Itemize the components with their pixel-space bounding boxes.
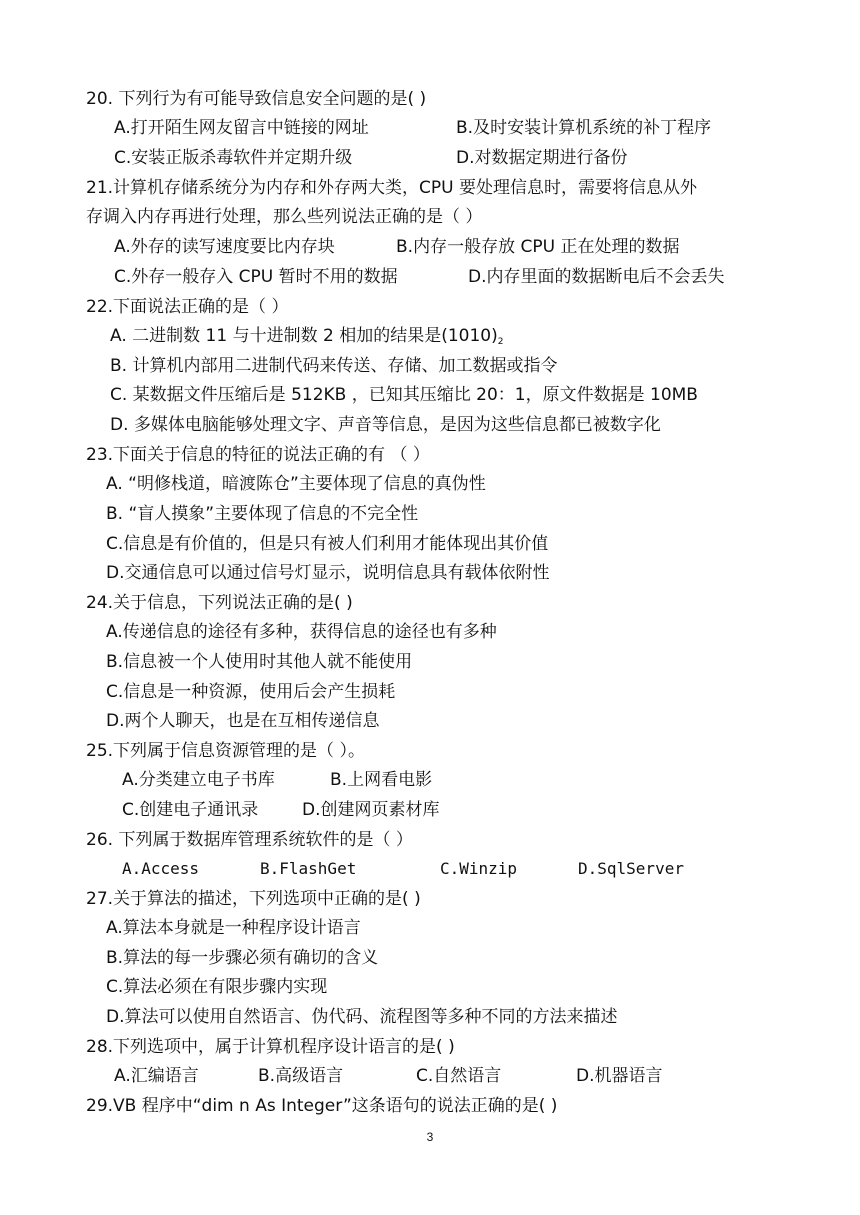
question-20-stem: 20. 下列行为有可能导致信息安全问题的是( ) — [86, 89, 427, 109]
question-22-option-a — [110, 325, 503, 353]
question-22-option-c: C. 某数据文件压缩后是 512KB ，已知其压缩比 20：1，原文件数据是 10MB — [110, 385, 698, 405]
question-22-option-a-text: A. 二进制数 11 与十进制数 2 相加的结果是(1010) — [110, 326, 498, 346]
question-25-option-b: B.上网看电影 — [330, 770, 433, 790]
question-25-option-d: D.创建网页素材库 — [302, 800, 440, 820]
question-21-option-c: C.外存一般存入 CPU 暂时不用的数据 — [114, 267, 398, 287]
question-20-option-d: D.对数据定期进行备份 — [456, 148, 628, 168]
question-28-stem: 28.下列选项中，属于计算机程序设计语言的是( ) — [86, 1037, 455, 1057]
question-24-option-d: D.两个人聊天，也是在互相传递信息 — [106, 711, 380, 731]
question-26-option-c: C.Winzip — [440, 859, 518, 878]
question-25-option-a: A.分类建立电子书库 — [122, 770, 275, 790]
question-28-option-a: A.汇编语言 — [114, 1066, 199, 1086]
question-23-option-b: B. “盲人摸象”主要体现了信息的不完全性 — [106, 504, 419, 524]
question-23-option-d: D.交通信息可以通过信号灯显示，说明信息具有载体依附性 — [106, 563, 550, 583]
question-29-stem: 29.VB 程序中“dim n As Integer”这条语句的说法正确的是( ) — [86, 1096, 558, 1116]
question-23-option-a: A. “明修栈道，暗渡陈仓”主要体现了信息的真伪性 — [106, 474, 486, 494]
question-22-option-b: B. 计算机内部用二进制代码来传送、存储、加工数据或指令 — [110, 356, 558, 376]
question-27-option-a: A.算法本身就是一种程序设计语言 — [106, 918, 361, 938]
question-28-option-d: D.机器语言 — [576, 1066, 663, 1086]
question-23-option-c: C.信息是有价值的，但是只有被人们利用才能体现出其价值 — [106, 534, 549, 554]
question-22-option-d: D. 多媒体电脑能够处理文字、声音等信息，是因为这些信息都已被数字化 — [110, 415, 661, 435]
question-26-option-d: D.SqlServer — [578, 859, 684, 878]
question-24-stem: 24.关于信息，下列说法正确的是( ) — [86, 593, 353, 613]
question-21-option-a: A.外存的读写速度要比内存块 — [114, 237, 335, 257]
subscript-base: 2 — [497, 337, 504, 347]
question-27-option-c: C.算法必须在有限步骤内实现 — [106, 977, 328, 997]
question-27-option-d: D.算法可以使用自然语言、伪代码、流程图等多种不同的方法来描述 — [106, 1007, 618, 1027]
question-20-option-a: A.打开陌生网友留言中链接的网址 — [114, 118, 369, 138]
question-24-option-a: A.传递信息的途径有多种，获得信息的途径也有多种 — [106, 622, 497, 642]
question-25-stem: 25.下列属于信息资源管理的是（ ）。 — [86, 741, 365, 761]
question-21-option-d: D.内存里面的数据断电后不会丢失 — [468, 267, 725, 287]
question-21-option-b: B.内存一般存放 CPU 正在处理的数据 — [396, 237, 680, 257]
question-25-option-c: C.创建电子通讯录 — [122, 800, 259, 820]
question-26-option-b: B.FlashGet — [260, 859, 357, 878]
question-27-stem: 27.关于算法的描述，下列选项中正确的是( ) — [86, 889, 421, 909]
question-22-stem: 22.下面说法正确的是（ ） — [86, 297, 289, 317]
question-21-stem-line2: 存调入内存再进行处理，那么些列说法正确的是（ ） — [86, 207, 483, 227]
question-26-option-a: A.Access — [122, 859, 200, 878]
question-24-option-c: C.信息是一种资源，使用后会产生损耗 — [106, 682, 396, 702]
question-21-stem-line1: 21.计算机存储系统分为内存和外存两大类，CPU 要处理信息时，需要将信息从外 — [86, 178, 698, 198]
question-23-stem: 23.下面关于信息的特征的说法正确的有 （ ） — [86, 445, 430, 465]
question-26-stem: 26. 下列属于数据库管理系统软件的是（ ） — [86, 830, 413, 850]
question-27-option-b: B.算法的每一步骤必须有确切的含义 — [106, 948, 379, 968]
question-28-option-b: B.高级语言 — [258, 1066, 344, 1086]
page-number: 3 — [426, 1130, 434, 1144]
question-24-option-b: B.信息被一个人使用时其他人就不能使用 — [106, 652, 413, 672]
question-28-option-c: C.自然语言 — [416, 1066, 502, 1086]
question-20-option-b: B.及时安装计算机系统的补丁程序 — [456, 118, 712, 138]
question-20-option-c: C.安装正版杀毒软件并定期升级 — [114, 148, 353, 168]
